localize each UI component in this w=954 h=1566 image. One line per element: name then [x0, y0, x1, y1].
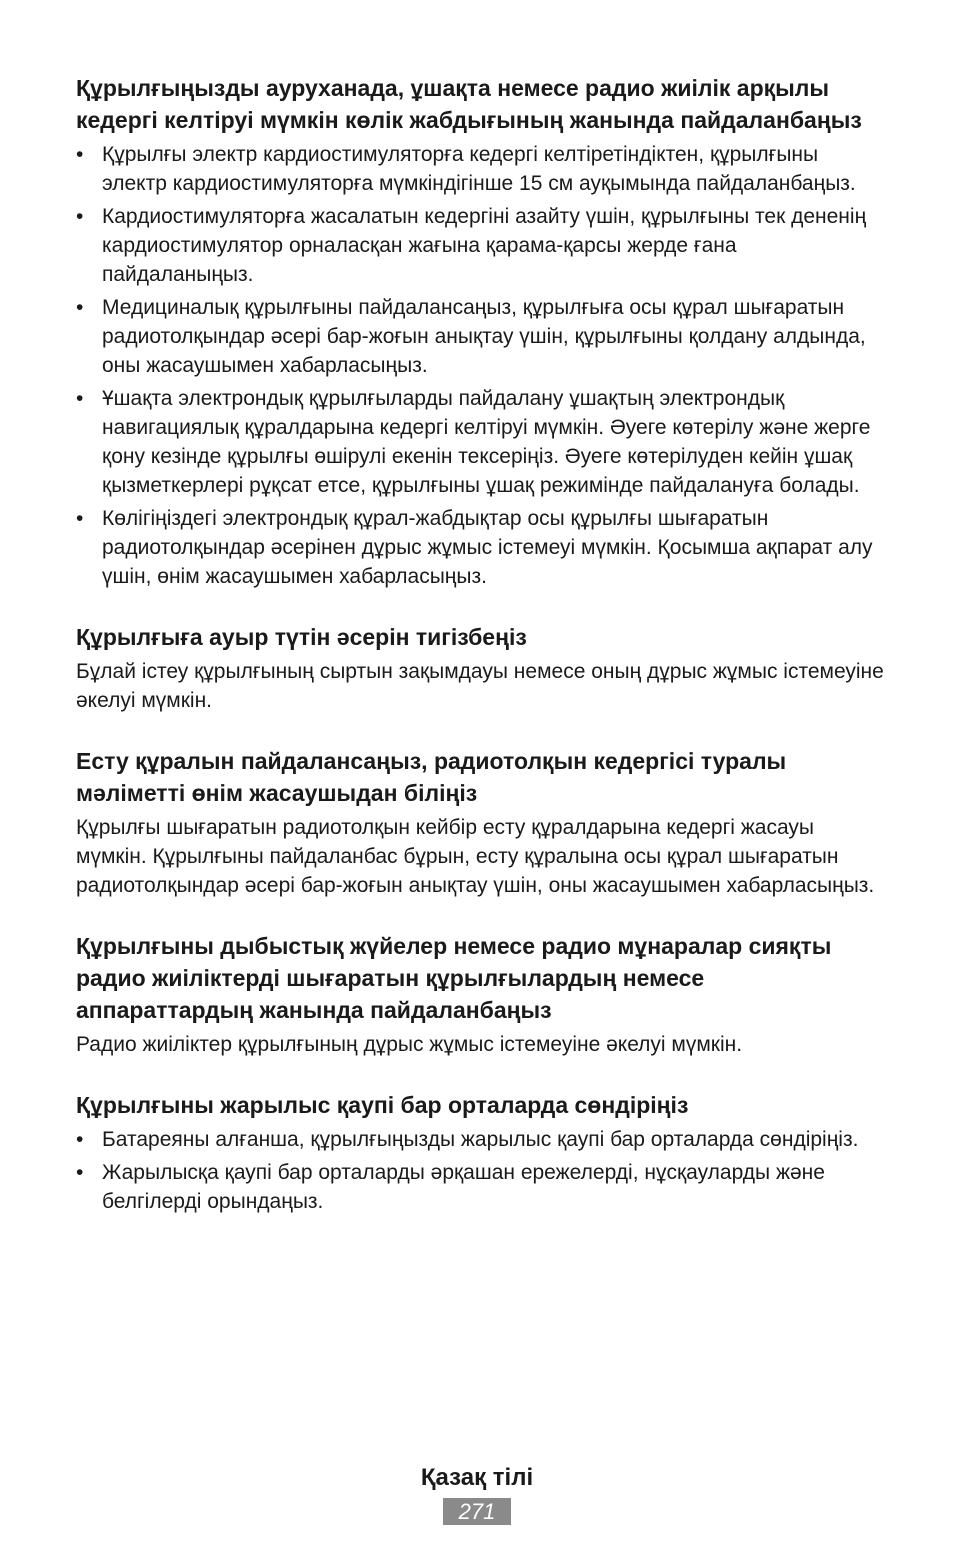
section-heading: Құрылғыны дыбыстық жүйелер немесе радио мұнаралар сияқты радио жиіліктерді шығаратын құрылғылардың немесе аппараттардың жанында пайдаланбаңыз: [76, 933, 832, 1023]
list-item: [76, 293, 886, 380]
footer-language: Қазақ тілі: [420, 1464, 534, 1491]
section-paragraph: Бұлай істеу құрылғының сыртын зақымдауы немесе оның дұрыс жұмыс істемеуіне әкелуі мүмкін.: [76, 660, 884, 712]
section-heading: Құрылғыны жарылыс қаупі бар орталарда сөндіріңіз: [76, 1092, 689, 1118]
section-paragraph: Радио жиіліктер құрылғының дұрыс жұмыс істемеуіне әкелуі мүмкін.: [76, 1033, 743, 1056]
list-item: [76, 140, 886, 198]
section-explosive: [76, 1089, 886, 1216]
section-hearing-aid: [76, 745, 886, 900]
section-heading: Есту құралын пайдалансаңыз, радиотолқын кедергісі туралы мәліметті өнім жасаушыдан біліңіз: [76, 748, 787, 806]
list-item-text: Кардиостимуляторға жасалатын кедергіні азайту үшін, құрылғыны тек дененің кардиостимулятор орналасқан жағына қарама-қарсы жерде ғана пайдаланыңыз.: [102, 205, 867, 286]
bullet-icon: •: [76, 1128, 84, 1151]
page-number: 271: [443, 1498, 511, 1525]
list-item-text: Жарылысқа қаупі бар орталарды әрқашан ережелерді, нұсқауларды және белгілерді орындаңыз.: [102, 1161, 825, 1213]
section-paragraph: Құрылғы шығаратын радиотолқын кейбір есту құралдарына кедергі жасауы мүмкін. Құрылғыны пайдаланбас бұрын, есту құралына осы құрал шығаратын радиотолқындар әсері бар-жоғын анықтау үшін, оны жасаушымен хабарласыңыз.: [76, 816, 875, 897]
section-heading: Құрылғыңызды ауруханада, ұшақта немесе радио жиілік арқылы кедергі келтіруі мүмкін көлік жабдығының жанында пайдаланбаңыз: [76, 75, 862, 133]
bullet-icon: •: [76, 387, 84, 410]
section-heading: Құрылғыға ауыр түтін әсерін тигізбеңіз: [76, 624, 527, 650]
section-smoke: [76, 621, 886, 715]
list-item-text: Медициналық құрылғыны пайдалансаңыз, құрылғыға осы құрал шығаратын радиотолқындар әсері бар-жоғын анықтау үшін, құрылғыны қолдану алдында, оны жасаушымен хабарласыңыз.: [102, 296, 866, 377]
list-item: [76, 504, 886, 591]
page-footer: [0, 1462, 954, 1525]
bullet-list: [76, 1125, 886, 1216]
bullet-icon: •: [76, 1161, 84, 1184]
bullet-icon: •: [76, 205, 84, 228]
list-item: [76, 202, 886, 289]
section-radio-towers: [76, 930, 886, 1059]
list-item: [76, 1158, 886, 1216]
list-item-text: Ұшақта электрондық құрылғыларды пайдалану ұшақтың электрондық навигациялық құралдарына кедергі келтіруі мүмкін. Әуеге көтерілу және жерге қону кезінде құрылғы өшірулі екенін тексеріңіз. Әуеге көтерілуден кейін ұшақ қызметкерлері рұқсат етсе, құрылғыны ұшақ режимінде пайдалануға болады.: [102, 387, 871, 497]
bullet-icon: •: [76, 507, 84, 530]
bullet-list: [76, 140, 886, 591]
document-body: [76, 72, 886, 1246]
bullet-icon: •: [76, 143, 84, 166]
list-item: [76, 384, 886, 500]
list-item-text: Көлігіңіздегі электрондық құрал-жабдықтар осы құрылғы шығаратын радиотолқындар әсерінен дұрыс жұмыс істемеуі мүмкін. Қосымша ақпарат алу үшін, өнім жасаушымен хабарласыңыз.: [102, 507, 873, 588]
section-hospital-aircraft: [76, 72, 886, 591]
bullet-icon: •: [76, 296, 84, 319]
list-item-text: Батареяны алғанша, құрылғыңызды жарылыс қаупі бар орталарда сөндіріңіз.: [102, 1128, 859, 1151]
list-item: [76, 1125, 886, 1154]
list-item-text: Құрылғы электр кардиостимуляторға кедергі келтіретіндіктен, құрылғыны электр кардиостимуляторға мүмкіндігінше 15 см ауқымында пайдаланбаңыз.: [102, 143, 856, 195]
